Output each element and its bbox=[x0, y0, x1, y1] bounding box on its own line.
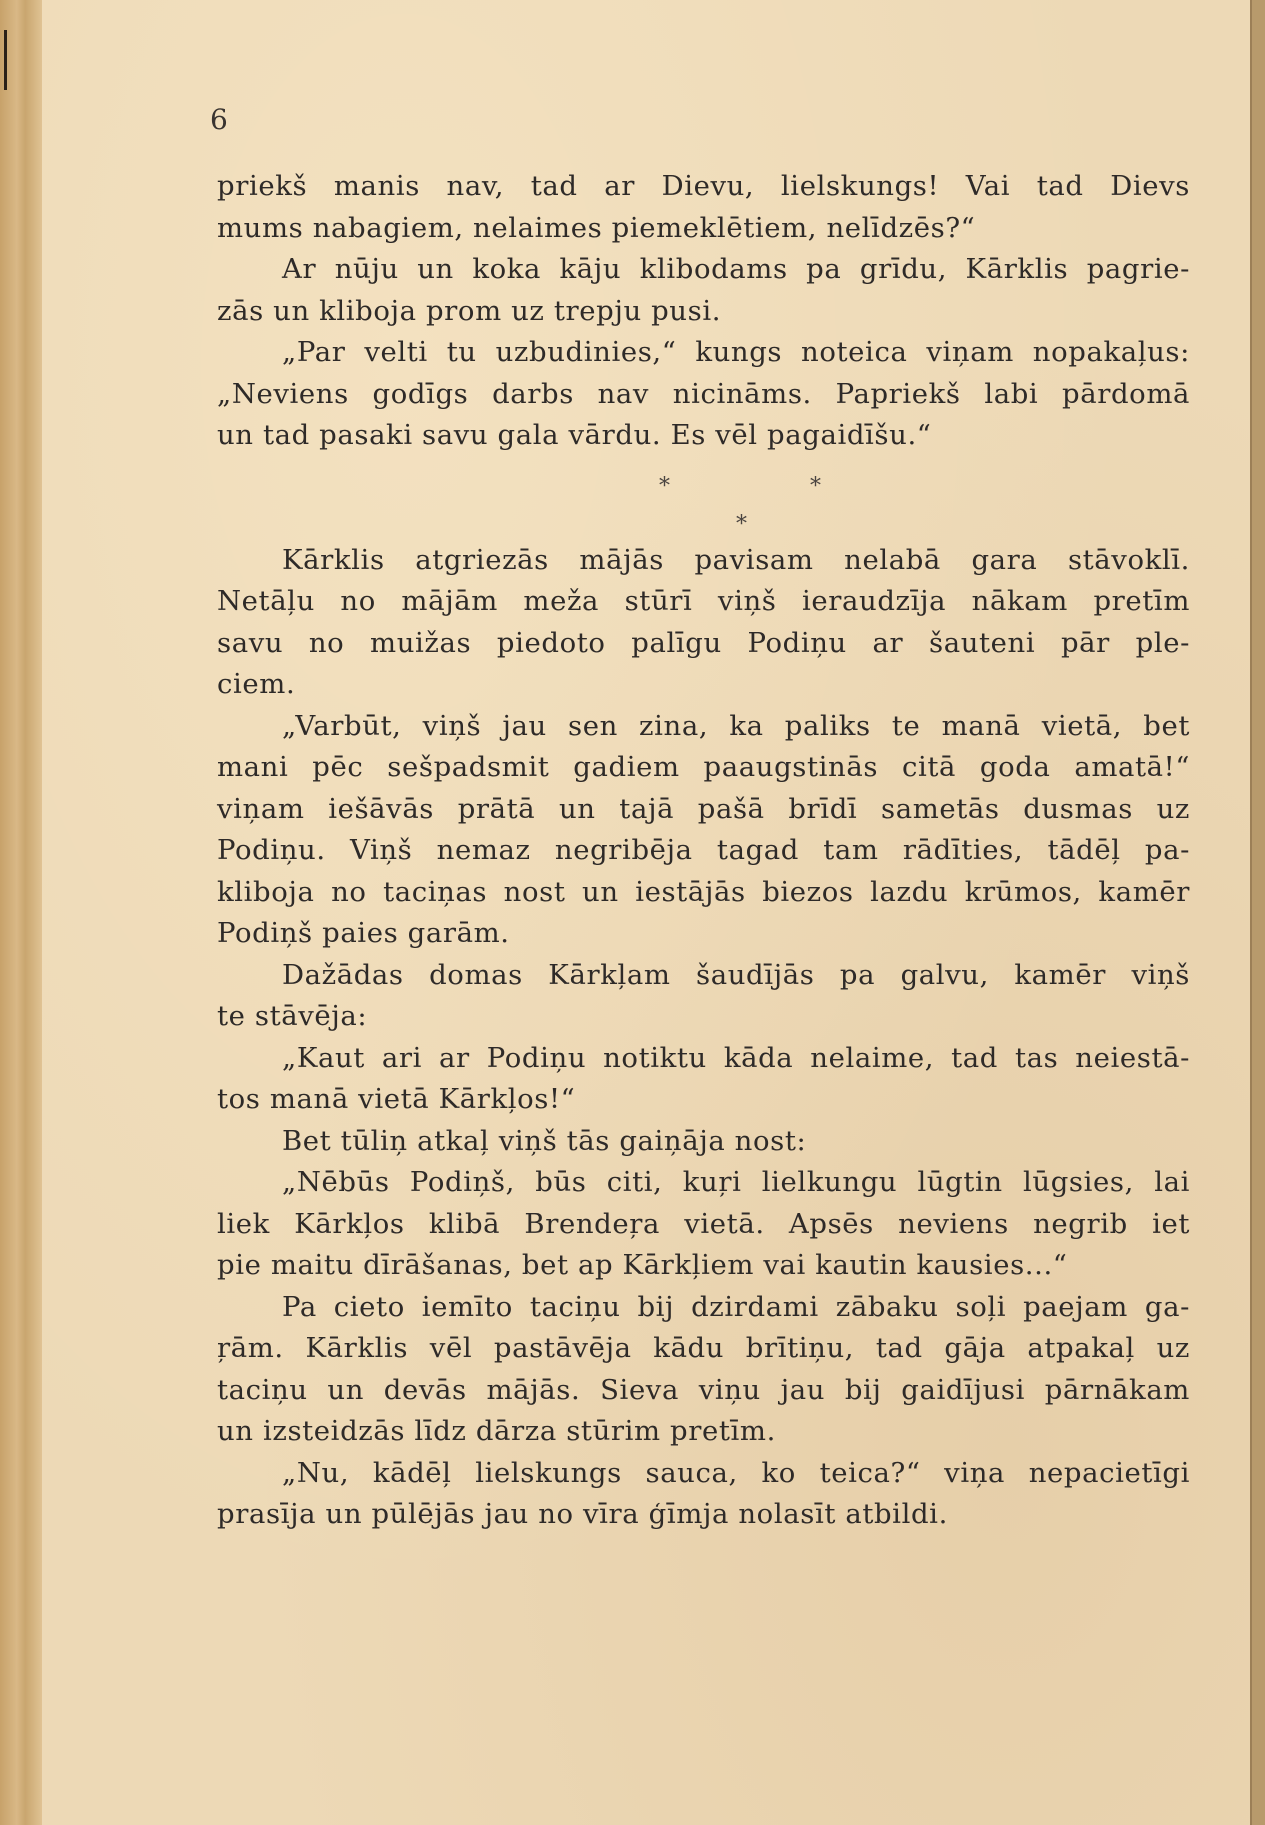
text-line: Pa cieto iemīto taciņu bij dzirdami zābaku soļi paejam ga- bbox=[282, 1290, 1190, 1323]
text-line: „Par velti tu uzbudinies,“ kungs noteica viņam nopakaļus: bbox=[282, 336, 1190, 368]
text-line: Ar nūju un koka kāju klibodams pa grīdu, Kārklis pagrie- bbox=[282, 253, 1190, 285]
text-line: un tad pasaki savu gala vārdu. Es vēl pagaidīšu.“ bbox=[217, 419, 932, 451]
text-line: prasīja un pūlējās jau no vīra ģīmja nolasīt atbildi. bbox=[217, 1498, 948, 1530]
paragraph bbox=[217, 332, 1190, 457]
section-separator bbox=[217, 457, 1190, 540]
paragraphs-bottom bbox=[217, 540, 1190, 1536]
text-line: un izsteidzās līdz dārza stūrim pretīm. bbox=[217, 1415, 776, 1447]
text-line: viņam iešāvās prātā un tajā pašā brīdī sametās dusmas uz bbox=[217, 792, 1190, 825]
page-number: 6 bbox=[210, 103, 228, 136]
text-line: mums nabagiem, nelaimes piemeklētiem, nelīdzēs?“ bbox=[217, 211, 976, 244]
separator-star: * bbox=[736, 511, 748, 537]
text-line: te stāvēja: bbox=[217, 1000, 368, 1032]
text-line: savu no muižas piedoto palīgu Podiņu ar šauteni pār ple- bbox=[217, 626, 1190, 659]
text-line: kliboja no taciņas nost un iestājās biezos lazdu krūmos, kamēr bbox=[217, 875, 1190, 908]
text-line: liek Kārkļos klibā Brendeŗa vietā. Apsēs neviens negrib iet bbox=[217, 1207, 1190, 1240]
text-line: Dažādas domas Kārkļam šaudījās pa galvu, kamēr viņš bbox=[282, 958, 1190, 991]
paragraph bbox=[217, 1162, 1190, 1287]
text-line: tos manā vietā Kārkļos!“ bbox=[217, 1083, 576, 1115]
text-line: „Neviens godīgs darbs nav nicināms. Papriekš labi pārdomā bbox=[217, 377, 1190, 410]
paragraph bbox=[217, 1287, 1190, 1453]
text-line: pie maitu dīrāšanas, bet ap Kārkļiem vai kautin kausies...“ bbox=[217, 1249, 1068, 1281]
text-line: mani pēc sešpadsmit gadiem paaugstinās citā goda amatā!“ bbox=[217, 751, 1190, 783]
text-line: Bet tūliņ atkaļ viņš tās gaiņāja nost: bbox=[282, 1124, 807, 1157]
paragraph bbox=[217, 706, 1190, 955]
text-line: taciņu un devās mājās. Sieva viņu jau bij gaidījusi pārnākam bbox=[217, 1373, 1190, 1406]
text-line: Podiņu. Viņš nemaz negribēja tagad tam rādīties, tādēļ pa- bbox=[217, 834, 1190, 866]
paragraph bbox=[217, 540, 1190, 706]
text-line: „Varbūt, viņš jau sen zina, ka paliks te manā vietā, bet bbox=[282, 709, 1190, 742]
text-line: ciem. bbox=[217, 668, 296, 700]
text-line: zās un kliboja prom uz trepju pusi. bbox=[217, 294, 722, 327]
text-line: ŗām. Kārklis vēl pastāvēja kādu brītiņu, tad gāja atpakaļ uz bbox=[217, 1332, 1190, 1364]
book-page bbox=[42, 0, 1252, 1825]
text-line: Netāļu no mājām meža stūrī viņš ieraudzīja nākam pretīm bbox=[217, 585, 1190, 617]
paragraph bbox=[217, 1038, 1190, 1121]
paragraph bbox=[217, 1121, 1190, 1163]
body-text bbox=[217, 166, 1190, 1536]
text-line: priekš manis nav, tad ar Dievu, lielskungs! Vai tad Dievs bbox=[217, 170, 1190, 202]
paragraph bbox=[217, 955, 1190, 1038]
text-line: „Kaut ari ar Podiņu notiktu kāda nelaime, tad tas neiestā- bbox=[282, 1041, 1190, 1074]
separator-star: * bbox=[810, 473, 822, 499]
text-line: „Nu, kādēļ lielskungs sauca, ko teica?“ viņa nepacietīgi bbox=[282, 1456, 1190, 1489]
paragraph bbox=[217, 166, 1190, 249]
paragraph bbox=[217, 249, 1190, 332]
binding-mark bbox=[4, 30, 7, 90]
book-edge bbox=[0, 0, 43, 1825]
text-line: Podiņš paies garām. bbox=[217, 917, 510, 949]
separator-star: * bbox=[659, 473, 671, 499]
paragraphs-top bbox=[217, 166, 1190, 457]
paragraph bbox=[217, 1453, 1190, 1536]
text-line: Kārklis atgriezās mājās pavisam nelabā gara stāvoklī. bbox=[282, 543, 1190, 576]
text-line: „Nēbūs Podiņš, būs citi, kuŗi lielkungu lūgtin lūgsies, lai bbox=[282, 1166, 1190, 1198]
